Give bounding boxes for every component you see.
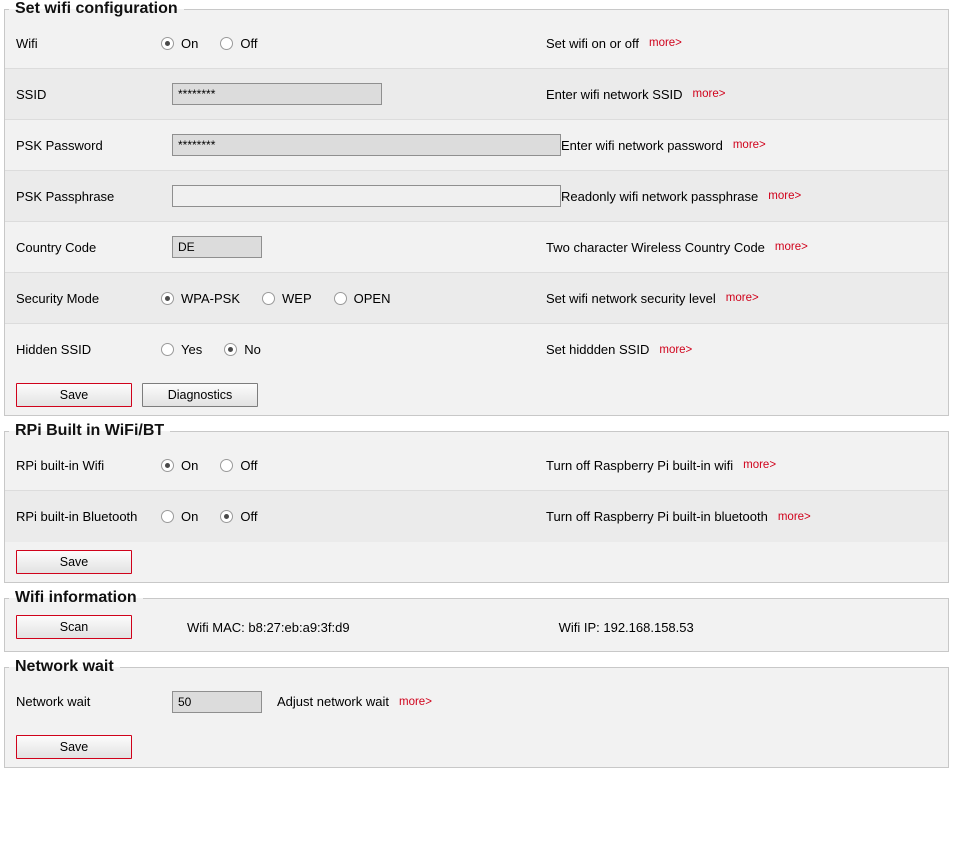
label-hidden-ssid: Hidden SSID (16, 342, 92, 357)
section-wifi-configuration (4, 0, 949, 416)
more-link-rpi-wifi[interactable]: more> (743, 459, 777, 471)
label-ssid: SSID (16, 86, 47, 102)
more-link-wifi[interactable]: more> (648, 37, 682, 49)
desc-text: Adjust network wait (277, 694, 389, 709)
more-link-hidden-ssid[interactable]: more> (659, 343, 693, 356)
radio-label: On (181, 35, 199, 51)
radio-label: No (244, 342, 261, 357)
label-network-wait: Network wait (16, 694, 91, 709)
save-network-wait-button[interactable]: Save (16, 735, 132, 759)
more-link-ssid[interactable]: more> (692, 88, 726, 100)
radio-rpi-bluetooth-on[interactable] (161, 509, 198, 524)
desc-text: Turn off Raspberry Pi built-in wifi (546, 457, 734, 473)
save-rpi-builtin-button[interactable]: Save (16, 550, 132, 574)
more-link-security-mode[interactable]: more> (725, 292, 759, 304)
label-psk-password: PSK Password (16, 137, 103, 153)
control-ssid (161, 83, 546, 105)
radio-security-wpa-psk[interactable] (161, 291, 240, 306)
more-link-country-code[interactable]: more> (774, 241, 808, 253)
desc-rpi-builtin-bluetooth (546, 509, 948, 524)
desc-network-wait (277, 694, 948, 709)
desc-text: Enter wifi network SSID (546, 86, 683, 102)
desc-text: Turn off Raspberry Pi built-in bluetooth (546, 509, 768, 524)
radio-label: On (181, 457, 199, 473)
control-network-wait (161, 691, 265, 713)
radio-rpi-bluetooth-off[interactable] (220, 509, 257, 524)
row-hidden-ssid (5, 324, 948, 375)
network-wait-input[interactable] (172, 691, 262, 713)
row-security-mode (5, 273, 948, 324)
row-rpi-builtin-bluetooth (5, 491, 948, 542)
section-title-wifi-information: Wifi information (15, 589, 137, 606)
row-network-wait (5, 676, 948, 727)
radio-group-security-mode (161, 291, 412, 306)
radio-button-icon[interactable] (334, 292, 347, 305)
control-wifi-onoff (161, 36, 546, 51)
desc-rpi-builtin-wifi (546, 458, 948, 473)
radio-rpi-wifi-on[interactable] (161, 458, 198, 473)
desc-psk-passphrase (561, 189, 948, 204)
radio-button-icon[interactable] (220, 459, 233, 472)
desc-text: Two character Wireless Country Code (546, 239, 765, 255)
psk-passphrase-input[interactable] (172, 185, 561, 207)
radio-security-open[interactable] (334, 291, 391, 306)
radio-button-icon[interactable] (161, 510, 174, 523)
section-title-rpi-builtin: RPi Built in WiFi/BT (15, 422, 165, 439)
desc-hidden-ssid (546, 342, 948, 357)
desc-psk-password (561, 138, 948, 153)
radio-label: Yes (181, 342, 203, 357)
row-wifi-onoff (5, 18, 948, 69)
psk-password-input[interactable] (172, 134, 561, 156)
wifi-information-row (5, 607, 948, 645)
row-ssid (5, 69, 948, 120)
section-wifi-information (4, 589, 949, 652)
row-country-code (5, 222, 948, 273)
radio-label: Off (240, 509, 258, 524)
wifi-config-button-row (5, 375, 948, 409)
control-hidden-ssid (161, 342, 546, 357)
section-rpi-builtin (4, 422, 949, 583)
radio-group-wifi (161, 36, 279, 51)
radio-security-wep[interactable] (262, 291, 312, 306)
row-psk-password (5, 120, 948, 171)
desc-text: Set wifi on or off (546, 35, 639, 51)
radio-label: Off (240, 35, 258, 51)
wifi-mac-text: Wifi MAC: b8:27:eb:a9:3f:d9 (187, 619, 350, 635)
scan-button[interactable]: Scan (16, 615, 132, 639)
radio-button-icon[interactable] (161, 292, 174, 305)
country-code-input[interactable] (172, 236, 262, 258)
radio-group-rpi-wifi (161, 458, 279, 473)
more-link-psk-passphrase[interactable]: more> (768, 190, 802, 202)
radio-button-icon[interactable] (161, 343, 174, 356)
radio-wifi-on[interactable] (161, 36, 198, 51)
label-country-code: Country Code (16, 239, 97, 255)
radio-button-icon[interactable] (224, 343, 237, 356)
section-title-network-wait: Network wait (15, 658, 114, 675)
radio-label: WEP (282, 290, 312, 306)
desc-text: Set wifi network security level (546, 290, 716, 306)
control-rpi-builtin-wifi (161, 458, 546, 473)
radio-hidden-ssid-yes[interactable] (161, 342, 202, 357)
wifi-ip-text: Wifi IP: 192.168.158.53 (558, 619, 694, 635)
desc-text: Set hiddden SSID (546, 342, 650, 357)
radio-group-rpi-bluetooth (161, 509, 279, 524)
radio-group-hidden-ssid (161, 342, 283, 357)
more-link-rpi-bluetooth[interactable]: more> (777, 510, 811, 523)
radio-button-icon[interactable] (220, 510, 233, 523)
scan-button-wrap (5, 615, 132, 639)
control-rpi-builtin-bluetooth (161, 509, 546, 524)
label-psk-passphrase: PSK Passphrase (16, 188, 115, 204)
desc-country-code (546, 240, 948, 255)
ssid-input[interactable] (172, 83, 382, 105)
control-security-mode (161, 291, 546, 306)
radio-button-icon[interactable] (220, 37, 233, 50)
diagnostics-button[interactable]: Diagnostics (142, 383, 258, 407)
radio-label: Off (240, 457, 258, 473)
radio-label: WPA-PSK (181, 290, 240, 306)
desc-security-mode (546, 291, 948, 306)
desc-text: Enter wifi network password (561, 137, 723, 153)
radio-button-icon[interactable] (161, 37, 174, 50)
section-network-wait (4, 658, 949, 768)
radio-wifi-off[interactable] (220, 36, 257, 51)
label-wifi: Wifi (16, 35, 38, 51)
label-rpi-builtin-bluetooth: RPi built-in Bluetooth (16, 509, 138, 524)
network-wait-button-row (5, 727, 948, 761)
radio-hidden-ssid-no[interactable] (224, 342, 261, 357)
radio-button-icon[interactable] (161, 459, 174, 472)
radio-rpi-wifi-off[interactable] (220, 458, 257, 473)
desc-text: Readonly wifi network passphrase (561, 188, 759, 204)
desc-ssid (546, 87, 948, 102)
label-security-mode: Security Mode (16, 290, 100, 306)
radio-label: On (181, 509, 199, 524)
row-psk-passphrase (5, 171, 948, 222)
radio-button-icon[interactable] (262, 292, 275, 305)
desc-wifi (546, 36, 948, 51)
label-rpi-builtin-wifi: RPi built-in Wifi (16, 457, 105, 473)
section-title-wifi-configuration: Set wifi configuration (15, 0, 178, 17)
control-psk-password (161, 134, 561, 156)
save-wifi-config-button[interactable]: Save (16, 383, 132, 407)
more-link-psk-password[interactable]: more> (732, 139, 766, 151)
control-country-code (161, 236, 546, 258)
row-rpi-builtin-wifi (5, 440, 948, 491)
more-link-network-wait[interactable]: more> (399, 695, 432, 708)
control-psk-passphrase (161, 185, 561, 207)
radio-label: OPEN (353, 290, 391, 306)
rpi-builtin-button-row (5, 542, 948, 576)
